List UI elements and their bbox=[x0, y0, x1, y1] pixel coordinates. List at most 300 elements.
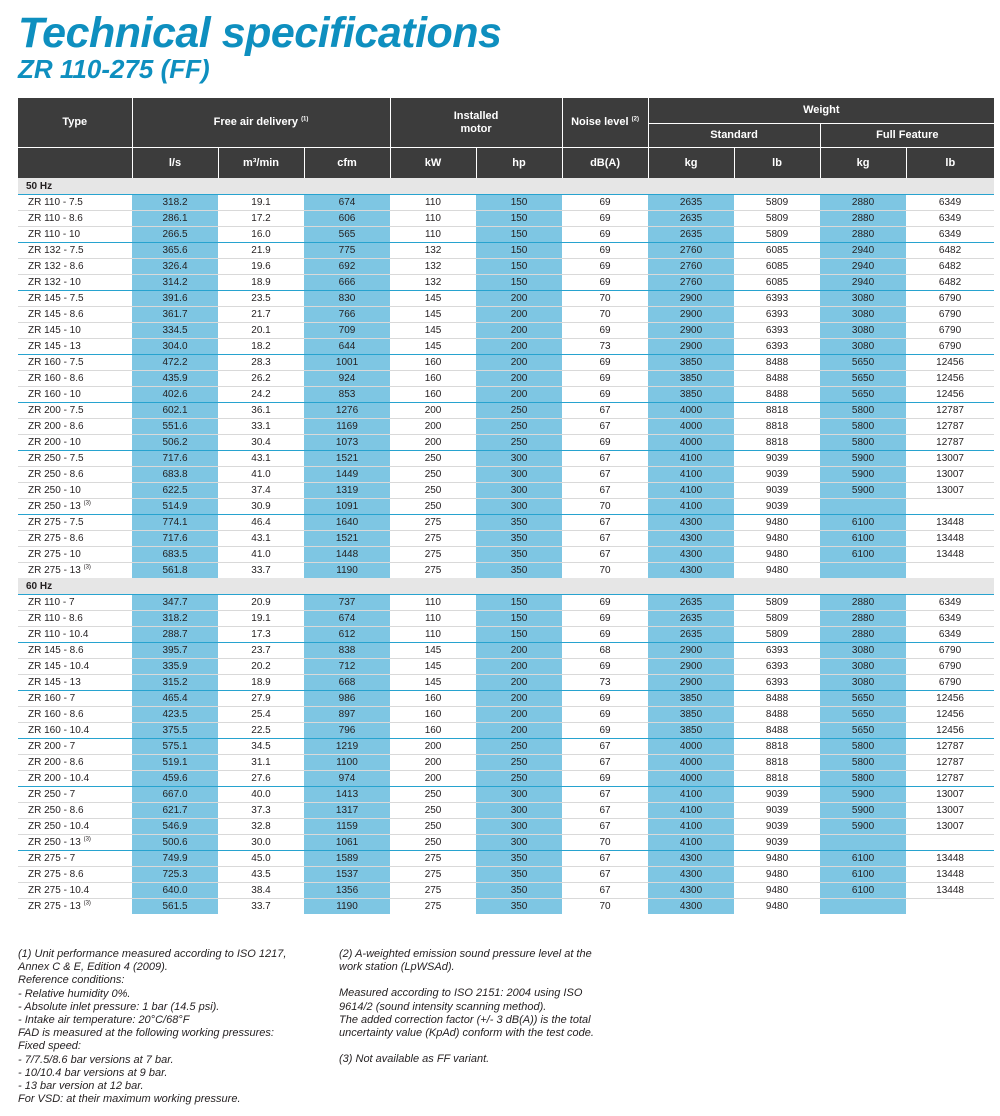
value-cell: 775 bbox=[304, 243, 390, 259]
value-cell: 3850 bbox=[648, 387, 734, 403]
value-cell: 275 bbox=[390, 547, 476, 563]
value-cell: 275 bbox=[390, 851, 476, 867]
value-cell: 8488 bbox=[734, 723, 820, 739]
value-cell: 13448 bbox=[906, 531, 994, 547]
value-cell: 67 bbox=[562, 883, 648, 899]
unit-header: dB(A) bbox=[562, 148, 648, 179]
value-cell: 250 bbox=[476, 739, 562, 755]
value-cell: 4000 bbox=[648, 739, 734, 755]
value-cell: 6349 bbox=[906, 595, 994, 611]
value-cell: 31.1 bbox=[218, 755, 304, 771]
footnote-line: - Absolute inlet pressure: 1 bar (14.5 psi). bbox=[18, 1000, 220, 1013]
value-cell: 2900 bbox=[648, 339, 734, 355]
value-cell: 250 bbox=[390, 787, 476, 803]
value-cell: 1190 bbox=[304, 563, 390, 579]
value-cell: 2880 bbox=[820, 627, 906, 643]
value-cell: 6790 bbox=[906, 659, 994, 675]
table-row bbox=[18, 707, 994, 723]
value-cell: 69 bbox=[562, 595, 648, 611]
value-cell: 250 bbox=[390, 467, 476, 483]
value-cell: 5900 bbox=[820, 467, 906, 483]
value-cell: 318.2 bbox=[132, 195, 218, 211]
table-row bbox=[18, 691, 994, 707]
value-cell: 6393 bbox=[734, 307, 820, 323]
value-cell: 6100 bbox=[820, 883, 906, 899]
value-cell: 250 bbox=[390, 803, 476, 819]
value-cell: 8818 bbox=[734, 755, 820, 771]
value-cell: 796 bbox=[304, 723, 390, 739]
value-cell: 640.0 bbox=[132, 883, 218, 899]
value-cell: 853 bbox=[304, 387, 390, 403]
type-label: ZR 250 - 10 bbox=[28, 485, 81, 496]
value-cell bbox=[906, 899, 994, 915]
type-label: ZR 200 - 10 bbox=[28, 437, 81, 448]
value-cell: 18.2 bbox=[218, 339, 304, 355]
value-cell: 12787 bbox=[906, 435, 994, 451]
type-label: ZR 275 - 7.5 bbox=[28, 517, 84, 528]
table-row bbox=[18, 659, 994, 675]
type-cell bbox=[18, 643, 132, 659]
value-cell: 16.0 bbox=[218, 227, 304, 243]
footnote-line: FAD is measured at the following working pressures: bbox=[18, 1027, 274, 1040]
value-cell: 69 bbox=[562, 611, 648, 627]
unit-header: cfm bbox=[304, 148, 390, 179]
value-cell bbox=[820, 835, 906, 851]
value-cell: 145 bbox=[390, 643, 476, 659]
value-cell: 4000 bbox=[648, 771, 734, 787]
type-label: ZR 200 - 7.5 bbox=[28, 405, 84, 416]
value-cell: 350 bbox=[476, 851, 562, 867]
value-cell: 266.5 bbox=[132, 227, 218, 243]
value-cell: 8818 bbox=[734, 419, 820, 435]
type-cell bbox=[18, 787, 132, 803]
value-cell: 67 bbox=[562, 739, 648, 755]
value-cell: 6085 bbox=[734, 243, 820, 259]
type-cell bbox=[18, 883, 132, 899]
value-cell: 2900 bbox=[648, 323, 734, 339]
value-cell: 6100 bbox=[820, 867, 906, 883]
value-cell: 514.9 bbox=[132, 499, 218, 515]
value-cell: 110 bbox=[390, 611, 476, 627]
value-cell: 34.5 bbox=[218, 739, 304, 755]
unit-header: lb bbox=[906, 148, 994, 179]
type-cell bbox=[18, 323, 132, 339]
value-cell: 4100 bbox=[648, 803, 734, 819]
value-cell: 250 bbox=[476, 771, 562, 787]
type-label: ZR 110 - 7.5 bbox=[28, 197, 83, 208]
table-row bbox=[18, 723, 994, 739]
type-label: ZR 200 - 8.6 bbox=[28, 421, 84, 432]
value-cell: 1317 bbox=[304, 803, 390, 819]
value-cell: 666 bbox=[304, 275, 390, 291]
value-cell: 67 bbox=[562, 819, 648, 835]
value-cell: 361.7 bbox=[132, 307, 218, 323]
value-cell: 9480 bbox=[734, 563, 820, 579]
value-cell: 8818 bbox=[734, 435, 820, 451]
value-cell: 2635 bbox=[648, 627, 734, 643]
value-cell: 160 bbox=[390, 691, 476, 707]
value-cell: 546.9 bbox=[132, 819, 218, 835]
type-cell bbox=[18, 627, 132, 643]
table-row bbox=[18, 499, 994, 515]
value-cell: 45.0 bbox=[218, 851, 304, 867]
value-cell: 250 bbox=[476, 435, 562, 451]
value-cell: 69 bbox=[562, 195, 648, 211]
header-weight: Weight bbox=[648, 98, 994, 124]
type-label: ZR 250 - 8.6 bbox=[28, 469, 84, 480]
value-cell: 683.8 bbox=[132, 467, 218, 483]
header-weight-standard: Standard bbox=[648, 124, 820, 148]
value-cell: 612 bbox=[304, 627, 390, 643]
type-cell bbox=[18, 659, 132, 675]
value-cell: 160 bbox=[390, 723, 476, 739]
value-cell: 3850 bbox=[648, 355, 734, 371]
table-row bbox=[18, 675, 994, 691]
footnote-line: - 13 bar version at 12 bar. bbox=[18, 1080, 144, 1093]
value-cell: 2635 bbox=[648, 227, 734, 243]
value-cell: 9480 bbox=[734, 883, 820, 899]
table-row bbox=[18, 755, 994, 771]
value-cell: 145 bbox=[390, 659, 476, 675]
type-label: ZR 275 - 10 bbox=[28, 549, 81, 560]
value-cell: 8488 bbox=[734, 707, 820, 723]
value-cell: 391.6 bbox=[132, 291, 218, 307]
value-cell: 9039 bbox=[734, 803, 820, 819]
footnote-line: - 7/7.5/8.6 bar versions at 7 bar. bbox=[18, 1053, 174, 1066]
table-row bbox=[18, 803, 994, 819]
type-label: ZR 200 - 8.6 bbox=[28, 757, 84, 768]
value-cell: 3850 bbox=[648, 691, 734, 707]
type-label: ZR 110 - 10.4 bbox=[28, 629, 89, 640]
value-cell: 365.6 bbox=[132, 243, 218, 259]
value-cell: 4000 bbox=[648, 403, 734, 419]
value-cell: 4300 bbox=[648, 547, 734, 563]
header-free-air-delivery: Free air delivery $^{(1)}$ bbox=[132, 98, 390, 148]
value-cell: 4000 bbox=[648, 419, 734, 435]
table-body bbox=[18, 178, 994, 914]
type-label: ZR 250 - 7 bbox=[28, 789, 76, 800]
value-cell: 12787 bbox=[906, 739, 994, 755]
type-cell bbox=[18, 547, 132, 563]
value-cell: 5900 bbox=[820, 483, 906, 499]
value-cell: 37.4 bbox=[218, 483, 304, 499]
value-cell: 350 bbox=[476, 867, 562, 883]
value-cell bbox=[820, 499, 906, 515]
type-label: ZR 145 - 10 bbox=[28, 325, 81, 336]
value-cell: 67 bbox=[562, 467, 648, 483]
value-cell: 3080 bbox=[820, 291, 906, 307]
value-cell: 145 bbox=[390, 339, 476, 355]
value-cell: 335.9 bbox=[132, 659, 218, 675]
value-cell bbox=[820, 899, 906, 915]
value-cell: 73 bbox=[562, 675, 648, 691]
value-cell: 132 bbox=[390, 259, 476, 275]
header-installed-motor: Installed motor bbox=[390, 98, 562, 148]
value-cell: 350 bbox=[476, 899, 562, 915]
value-cell: 12787 bbox=[906, 403, 994, 419]
value-cell: 21.9 bbox=[218, 243, 304, 259]
value-cell bbox=[906, 499, 994, 515]
value-cell: 6790 bbox=[906, 323, 994, 339]
footnote-ref-3: (3) bbox=[83, 500, 91, 507]
value-cell: 250 bbox=[390, 483, 476, 499]
value-cell: 2635 bbox=[648, 595, 734, 611]
value-cell: 1169 bbox=[304, 419, 390, 435]
type-label: ZR 250 - 13 bbox=[28, 501, 81, 512]
value-cell bbox=[906, 563, 994, 579]
value-cell: 314.2 bbox=[132, 275, 218, 291]
value-cell: 1001 bbox=[304, 355, 390, 371]
table-row bbox=[18, 547, 994, 563]
footnote-line: - Intake air temperature: 20°C/68°F bbox=[18, 1014, 190, 1027]
type-cell bbox=[18, 851, 132, 867]
value-cell: 6790 bbox=[906, 643, 994, 659]
table-row bbox=[18, 211, 994, 227]
type-label: ZR 275 - 8.6 bbox=[28, 533, 84, 544]
value-cell: 4100 bbox=[648, 467, 734, 483]
value-cell: 4100 bbox=[648, 483, 734, 499]
value-cell: 986 bbox=[304, 691, 390, 707]
value-cell: 33.7 bbox=[218, 563, 304, 579]
value-cell: 5809 bbox=[734, 195, 820, 211]
value-cell: 5800 bbox=[820, 435, 906, 451]
table-row bbox=[18, 227, 994, 243]
type-label: ZR 132 - 8.6 bbox=[28, 261, 84, 272]
value-cell: 13007 bbox=[906, 803, 994, 819]
value-cell: 2760 bbox=[648, 259, 734, 275]
value-cell: 1356 bbox=[304, 883, 390, 899]
value-cell: 304.0 bbox=[132, 339, 218, 355]
value-cell: 2880 bbox=[820, 611, 906, 627]
value-cell: 6100 bbox=[820, 547, 906, 563]
unit-header: m³/min bbox=[218, 148, 304, 179]
value-cell: 200 bbox=[476, 707, 562, 723]
value-cell: 200 bbox=[476, 291, 562, 307]
value-cell: 6349 bbox=[906, 227, 994, 243]
page-subtitle: ZR 110-275 (FF) bbox=[18, 54, 210, 84]
value-cell: 2635 bbox=[648, 211, 734, 227]
value-cell: 68 bbox=[562, 643, 648, 659]
value-cell: 2880 bbox=[820, 595, 906, 611]
type-cell bbox=[18, 899, 132, 915]
value-cell: 70 bbox=[562, 291, 648, 307]
footnote-line: 9614/2 (sound intensity scanning method). bbox=[339, 1000, 547, 1013]
value-cell: 1537 bbox=[304, 867, 390, 883]
footnote-ref-2: (2) bbox=[631, 116, 639, 123]
value-cell: 9480 bbox=[734, 547, 820, 563]
value-cell: 70 bbox=[562, 899, 648, 915]
value-cell: 250 bbox=[476, 419, 562, 435]
value-cell: 145 bbox=[390, 675, 476, 691]
type-label: ZR 110 - 7 bbox=[28, 597, 75, 608]
type-label: ZR 200 - 10.4 bbox=[28, 773, 90, 784]
unit-header: kg bbox=[820, 148, 906, 179]
type-cell bbox=[18, 227, 132, 243]
type-label: ZR 132 - 7.5 bbox=[28, 245, 84, 256]
type-cell bbox=[18, 419, 132, 435]
value-cell: 8488 bbox=[734, 387, 820, 403]
type-cell bbox=[18, 819, 132, 835]
footnote-line: Fixed speed: bbox=[18, 1040, 81, 1053]
table-row bbox=[18, 531, 994, 547]
value-cell: 67 bbox=[562, 451, 648, 467]
value-cell: 2900 bbox=[648, 643, 734, 659]
value-cell: 5800 bbox=[820, 419, 906, 435]
value-cell: 32.8 bbox=[218, 819, 304, 835]
value-cell: 275 bbox=[390, 899, 476, 915]
value-cell: 692 bbox=[304, 259, 390, 275]
value-cell: 13448 bbox=[906, 547, 994, 563]
value-cell: 9480 bbox=[734, 515, 820, 531]
value-cell: 200 bbox=[390, 403, 476, 419]
value-cell: 315.2 bbox=[132, 675, 218, 691]
unit-header: lb bbox=[734, 148, 820, 179]
table-row bbox=[18, 771, 994, 787]
value-cell: 150 bbox=[476, 595, 562, 611]
value-cell: 67 bbox=[562, 483, 648, 499]
value-cell: 4000 bbox=[648, 435, 734, 451]
value-cell: 6100 bbox=[820, 531, 906, 547]
value-cell: 2900 bbox=[648, 659, 734, 675]
table-row bbox=[18, 611, 994, 627]
type-cell bbox=[18, 835, 132, 851]
footnote-line: Reference conditions: bbox=[18, 974, 125, 987]
value-cell: 28.3 bbox=[218, 355, 304, 371]
value-cell: 13007 bbox=[906, 467, 994, 483]
value-cell: 13007 bbox=[906, 787, 994, 803]
table-row bbox=[18, 339, 994, 355]
value-cell: 347.7 bbox=[132, 595, 218, 611]
table-row bbox=[18, 867, 994, 883]
value-cell: 465.4 bbox=[132, 691, 218, 707]
value-cell: 3080 bbox=[820, 307, 906, 323]
value-cell: 132 bbox=[390, 243, 476, 259]
value-cell: 67 bbox=[562, 803, 648, 819]
value-cell: 5809 bbox=[734, 611, 820, 627]
value-cell: 350 bbox=[476, 883, 562, 899]
value-cell: 4100 bbox=[648, 451, 734, 467]
value-cell: 275 bbox=[390, 883, 476, 899]
unit-header: kW bbox=[390, 148, 476, 179]
value-cell: 8488 bbox=[734, 691, 820, 707]
value-cell: 67 bbox=[562, 403, 648, 419]
table-row bbox=[18, 451, 994, 467]
table-row bbox=[18, 467, 994, 483]
type-cell bbox=[18, 291, 132, 307]
value-cell: 1640 bbox=[304, 515, 390, 531]
value-cell: 1448 bbox=[304, 547, 390, 563]
value-cell: 67 bbox=[562, 515, 648, 531]
value-cell: 5809 bbox=[734, 595, 820, 611]
value-cell: 350 bbox=[476, 547, 562, 563]
value-cell: 27.6 bbox=[218, 771, 304, 787]
table-row bbox=[18, 739, 994, 755]
value-cell: 200 bbox=[476, 723, 562, 739]
value-cell: 4300 bbox=[648, 883, 734, 899]
value-cell: 30.4 bbox=[218, 435, 304, 451]
value-cell: 2760 bbox=[648, 243, 734, 259]
table-row bbox=[18, 355, 994, 371]
value-cell: 1276 bbox=[304, 403, 390, 419]
value-cell: 5809 bbox=[734, 227, 820, 243]
value-cell: 974 bbox=[304, 771, 390, 787]
value-cell: 18.9 bbox=[218, 275, 304, 291]
type-cell bbox=[18, 563, 132, 579]
table-header bbox=[18, 98, 994, 179]
value-cell: 8818 bbox=[734, 739, 820, 755]
value-cell: 6349 bbox=[906, 195, 994, 211]
value-cell: 150 bbox=[476, 211, 562, 227]
value-cell: 5650 bbox=[820, 691, 906, 707]
value-cell: 69 bbox=[562, 323, 648, 339]
type-cell bbox=[18, 467, 132, 483]
value-cell: 43.5 bbox=[218, 867, 304, 883]
value-cell: 33.1 bbox=[218, 419, 304, 435]
value-cell: 110 bbox=[390, 627, 476, 643]
type-label: ZR 275 - 13 bbox=[28, 565, 81, 576]
value-cell: 9480 bbox=[734, 867, 820, 883]
value-cell: 5650 bbox=[820, 707, 906, 723]
value-cell: 160 bbox=[390, 355, 476, 371]
value-cell: 326.4 bbox=[132, 259, 218, 275]
value-cell: 4000 bbox=[648, 755, 734, 771]
value-cell: 250 bbox=[390, 451, 476, 467]
value-cell: 5809 bbox=[734, 627, 820, 643]
value-cell: 200 bbox=[476, 643, 562, 659]
value-cell: 4300 bbox=[648, 867, 734, 883]
value-cell: 69 bbox=[562, 771, 648, 787]
value-cell: 395.7 bbox=[132, 643, 218, 659]
value-cell: 12456 bbox=[906, 723, 994, 739]
value-cell: 5650 bbox=[820, 355, 906, 371]
value-cell: 27.9 bbox=[218, 691, 304, 707]
value-cell: 25.4 bbox=[218, 707, 304, 723]
value-cell: 5800 bbox=[820, 403, 906, 419]
value-cell: 2940 bbox=[820, 259, 906, 275]
value-cell: 334.5 bbox=[132, 323, 218, 339]
type-label: ZR 145 - 8.6 bbox=[28, 309, 84, 320]
table-row bbox=[18, 515, 994, 531]
page-title: Technical specifications bbox=[18, 9, 502, 57]
value-cell: 13448 bbox=[906, 851, 994, 867]
value-cell: 160 bbox=[390, 387, 476, 403]
value-cell: 300 bbox=[476, 499, 562, 515]
value-cell: 110 bbox=[390, 195, 476, 211]
value-cell: 4100 bbox=[648, 835, 734, 851]
value-cell: 160 bbox=[390, 371, 476, 387]
value-cell: 67 bbox=[562, 787, 648, 803]
value-cell: 924 bbox=[304, 371, 390, 387]
value-cell: 4100 bbox=[648, 499, 734, 515]
value-cell: 1091 bbox=[304, 499, 390, 515]
value-cell: 6085 bbox=[734, 275, 820, 291]
value-cell: 6085 bbox=[734, 259, 820, 275]
value-cell: 13007 bbox=[906, 451, 994, 467]
value-cell: 561.5 bbox=[132, 899, 218, 915]
footnote-line: work station (LpWSAd). bbox=[339, 961, 455, 974]
value-cell: 12456 bbox=[906, 691, 994, 707]
value-cell: 897 bbox=[304, 707, 390, 723]
type-label: ZR 145 - 10.4 bbox=[28, 661, 90, 672]
value-cell: 30.9 bbox=[218, 499, 304, 515]
value-cell: 20.1 bbox=[218, 323, 304, 339]
value-cell: 69 bbox=[562, 387, 648, 403]
footnote-ref-1: (1) bbox=[301, 116, 309, 123]
value-cell: 6393 bbox=[734, 323, 820, 339]
value-cell: 3850 bbox=[648, 723, 734, 739]
value-cell: 5900 bbox=[820, 787, 906, 803]
value-cell: 200 bbox=[476, 675, 562, 691]
